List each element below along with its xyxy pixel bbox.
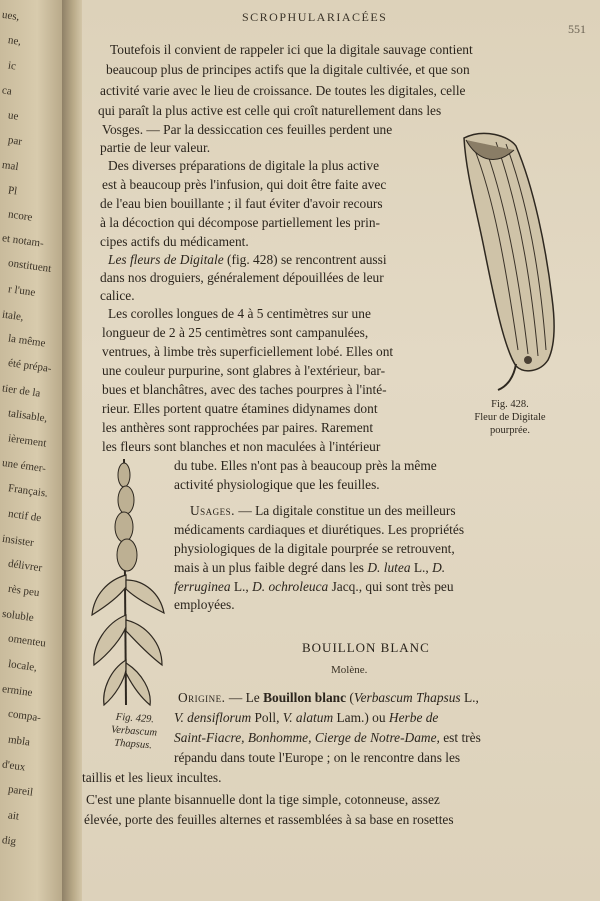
left-page-fragment: rès peu: [7, 582, 41, 600]
text-span: (: [346, 690, 354, 705]
italic-term: V. alatum: [282, 710, 334, 725]
text-span: Lam.) ou: [333, 710, 389, 725]
left-page-fragment: soluble: [1, 607, 35, 625]
usages-label: Usages.: [190, 503, 236, 518]
left-facing-page: [0, 0, 62, 901]
italic-term: D. ochroleuca: [252, 579, 329, 594]
italic-term: Herbe de: [388, 710, 439, 725]
text-line: bues et blanchâtres, avec des taches pourpres à l'inté-: [102, 382, 387, 397]
figure-number: Fig. 428.: [491, 399, 529, 410]
page-number: 551: [568, 22, 586, 36]
main-page: [82, 0, 600, 901]
left-page-fragment: talisable,: [7, 407, 49, 425]
text-line: les anthères sont rapprochées par paires. Rarement: [102, 420, 374, 435]
italic-term: V. densiflorum: [174, 710, 252, 725]
text-span: mais à un plus faible degré dans les: [174, 560, 368, 575]
text-line: employées.: [174, 597, 235, 612]
text-line: à la décoction qui décompose partiellement les prin-: [100, 215, 380, 230]
text-span: (fig. 428) se rencontrent aussi: [223, 252, 387, 267]
italic-term: ferruginea: [174, 579, 231, 594]
figure-caption-line: pourprée.: [490, 425, 530, 436]
text-span: L.,: [460, 690, 479, 705]
italic-term: D.: [432, 560, 446, 575]
text-line: de l'eau bien bouillante ; il faut éviter d'avoir recours: [100, 196, 383, 211]
text-line: les fleurs sont blanches et non maculées à l'intérieur: [102, 439, 381, 454]
text-line: [174, 579, 454, 595]
left-page-fragment: ait: [7, 809, 20, 823]
left-page-fragment: ue: [7, 109, 20, 123]
text-line: Vosges. — Par la dessiccation ces feuilles perdent une: [102, 122, 393, 137]
text-line: rieur. Elles portent quatre étamines didynames dont: [102, 401, 378, 416]
left-page-fragment: ermine: [1, 682, 34, 700]
text-line: [178, 690, 479, 706]
text-line: partie de leur valeur.: [100, 140, 211, 155]
origine-label: Origine.: [178, 690, 226, 705]
text-line: répandu dans toute l'Europe ; on le rencontre dans les: [174, 750, 461, 765]
left-page-fragment: ièrement: [7, 432, 48, 450]
text-line: longueur de 2 à 25 centimètres sont campanulées,: [102, 325, 369, 340]
left-page-fragment: nctif de: [7, 507, 42, 525]
left-page-fragment: été prépa-: [7, 357, 53, 375]
left-page-fragment: Français.: [7, 482, 49, 500]
left-page-fragment: insister: [1, 532, 35, 550]
text-span: — La digitale constitue un des meilleurs: [235, 503, 456, 518]
text-line: taillis et les lieux incultes.: [82, 770, 222, 785]
book-gutter: [62, 0, 82, 901]
text-line: physiologiques de la digitale pourprée se retrouvent,: [174, 541, 455, 556]
italic-term: D. lutea: [367, 560, 411, 575]
text-line: Les corolles longues de 4 à 5 centimètres sur une: [108, 306, 371, 321]
left-page-fragment: r l'une: [7, 283, 37, 299]
digitalis-flower-illustration: [454, 128, 566, 393]
text-span: L.,: [410, 560, 433, 575]
text-line: dans nos droguiers, généralement dépouillées de leur: [100, 270, 384, 285]
left-page-fragment: Pl: [7, 184, 18, 198]
left-page-fragment: omenteu: [7, 632, 47, 650]
left-page-fragment: ne,: [7, 34, 22, 48]
text-line: C'est une plante bisannuelle dont la tige simple, cotonneuse, assez: [86, 792, 440, 807]
text-span: est très: [439, 730, 481, 745]
text-line: Toutefois il convient de rappeler ici que la digitale sauvage contient: [110, 42, 473, 57]
text-span: — Le: [225, 690, 264, 705]
text-span: L.,: [230, 579, 253, 594]
text-line: activité physiologique que les feuilles.: [174, 477, 380, 492]
figure-caption-428: [450, 398, 570, 437]
left-page-fragment: mal: [1, 158, 20, 174]
left-page-fragment: ncore: [7, 208, 34, 224]
text-line: élevée, porte des feuilles alternes et rassemblées à sa base en rosettes: [84, 812, 454, 827]
text-span: Jacq., qui sont très peu: [328, 579, 454, 594]
text-line: ventrues, à limbe très superficiellement lobé. Elles ont: [102, 344, 394, 359]
left-page-fragment: compa-: [7, 707, 42, 725]
figure-caption-line: Fleur de Digitale: [474, 412, 546, 423]
left-page-fragment: délivrer: [7, 557, 43, 575]
text-line: Des diverses préparations de digitale la plus active: [108, 158, 380, 173]
verbascum-plant-illustration: [88, 455, 168, 710]
left-page-fragment: pareil: [7, 783, 34, 799]
left-page-fragment: ca: [1, 84, 13, 98]
left-page-fragment: dig: [1, 834, 17, 848]
text-span: Poll,: [251, 710, 283, 725]
text-line: cipes actifs du médicament.: [100, 234, 249, 249]
left-page-fragment: une émer-: [1, 456, 47, 476]
running-head: SCROPHULARIACÉES: [242, 10, 388, 24]
section-title: BOUILLON BLANC: [302, 640, 430, 655]
text-line: qui paraît la plus active est celle qui croît naturellement dans les: [98, 103, 442, 118]
left-page-fragment: locale,: [7, 658, 38, 674]
figure-caption-line: Verbascum: [110, 724, 158, 739]
left-page-fragment: tier de la: [1, 382, 42, 400]
text-line: calice.: [100, 288, 135, 303]
left-page-fragment: d'eux: [1, 758, 27, 774]
figure-caption-429: [103, 710, 166, 753]
section-subtitle: Molène.: [331, 664, 368, 676]
left-page-fragment: la même: [7, 332, 47, 350]
left-page-fragment: ic: [7, 59, 17, 73]
text-line: est à beaucoup près l'infusion, qui doit être faite avec: [102, 177, 387, 192]
left-page-fragment: itale,: [1, 308, 25, 324]
text-line: [174, 560, 445, 576]
bold-term: Bouillon blanc: [263, 690, 347, 705]
left-page-fragment: et notam-: [1, 232, 45, 250]
italic-term: Verbascum Thapsus: [353, 690, 461, 705]
text-line: [174, 730, 481, 746]
italic-term: Saint-Fiacre, Bonhomme, Cierge de Notre-Dame,: [174, 730, 440, 745]
left-page-fragment: ues,: [1, 8, 21, 24]
text-line: [190, 503, 456, 519]
text-line: une couleur purpurine, sont glabres à l'extérieur, bar-: [102, 363, 386, 378]
figure-number: Fig. 429.: [115, 711, 155, 726]
text-line: beaucoup plus de principes actifs que la digitale cultivée, et que son: [106, 62, 470, 77]
figure-caption-line: Thapsus.: [113, 737, 153, 752]
left-page-fragment: par: [7, 134, 23, 148]
left-page-fragment: mbla: [7, 733, 31, 749]
text-line: [174, 710, 438, 726]
text-line: activité varie avec le lieu de croissance. De toutes les digitales, celle: [100, 83, 466, 98]
text-line: [108, 252, 387, 268]
italic-term: Les fleurs de Digitale: [108, 252, 224, 267]
text-line: du tube. Elles n'ont pas à beaucoup près la même: [174, 458, 437, 473]
text-line: médicaments cardiaques et diurétiques. Les propriétés: [174, 522, 465, 537]
left-page-fragment: onstituent: [7, 257, 53, 275]
